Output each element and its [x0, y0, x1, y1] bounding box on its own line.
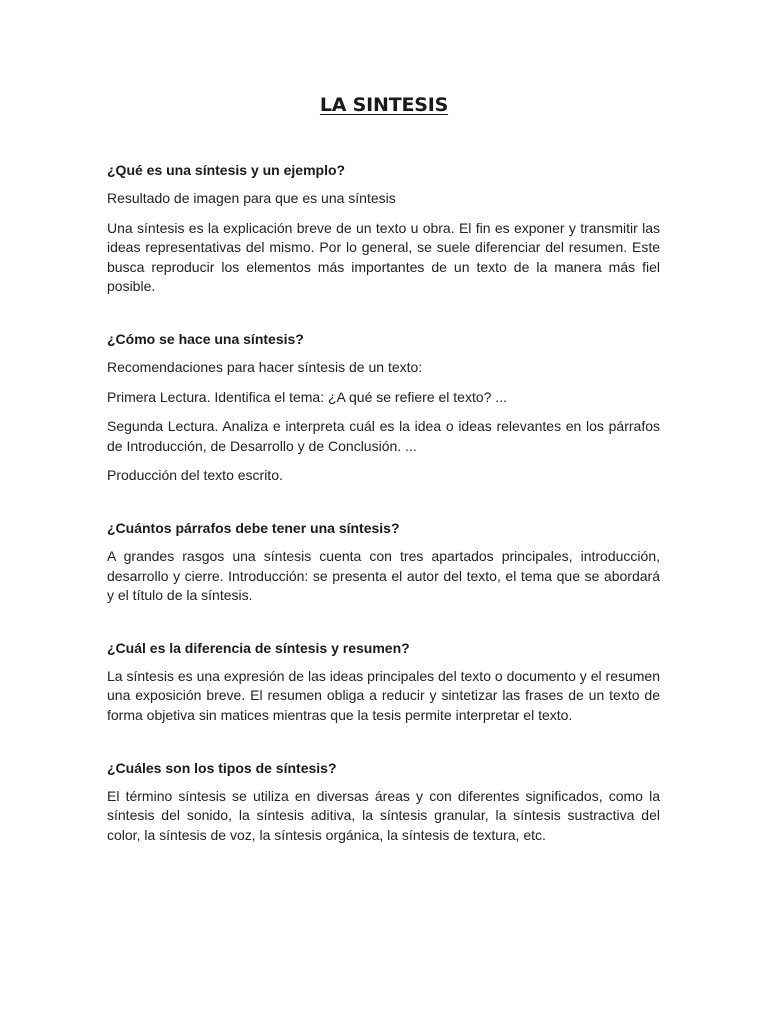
section-heading: ¿Cuál es la diferencia de síntesis y resumen?: [107, 639, 410, 656]
paragraph: Una síntesis es la explicación breve de un texto u obra. El fin es exponer y transmitir las ideas representativas del mismo. Por lo general, se suele diferenciar del resumen. Este busca reproducir los elementos más importantes de un texto de la manera más fiel posible.: [107, 219, 660, 295]
document-title: LA SINTESIS: [319, 94, 449, 116]
section-how-many-paragraphs: [107, 518, 660, 606]
section-heading: ¿Cuántos párrafos debe tener una síntesis?: [107, 519, 400, 536]
paragraph: Resultado de imagen para que es una síntesis: [107, 190, 396, 206]
paragraph: Producción del texto escrito.: [107, 467, 283, 484]
section-types-of-synthesis: [107, 758, 660, 846]
paragraph: Segunda Lectura. Analiza e interpreta cuál es la idea o ideas relevantes en los párrafos de Introducción, de Desarrollo y de Conclusión. ...: [107, 418, 660, 454]
paragraph: Primera Lectura. Identifica el tema: ¿A qué se refiere el texto? ...: [107, 388, 507, 405]
paragraph: La síntesis es una expresión de las ideas principales del texto o documento y el resumen una exposición breve. El resumen obliga a reducir y sintetizar las frases de un texto de forma objetiva sin matices mientras que la tesis permite interpretar el texto.: [107, 667, 660, 723]
paragraph: El término síntesis se utiliza en diversas áreas y con diferentes significados, como la síntesis del sonido, la síntesis aditiva, la síntesis granular, la síntesis sustractiva del color, la síntesis de voz, la síntesis orgánica, la síntesis de textura, etc.: [107, 787, 660, 843]
section-what-is-synthesis: [107, 160, 660, 297]
document-body: [107, 160, 660, 845]
section-heading: ¿Cómo se hace una síntesis?: [107, 330, 304, 347]
paragraph: Recomendaciones para hacer síntesis de un texto:: [107, 358, 423, 375]
section-how-to-synthesize: [107, 329, 660, 486]
paragraph: A grandes rasgos una síntesis cuenta con tres apartados principales, introducción, desarrollo y cierre. Introducción: se presenta el autor del texto, el tema que se abordará y el título de la síntesis.: [107, 547, 660, 604]
section-heading: ¿Cuáles son los tipos de síntesis?: [107, 759, 337, 776]
section-synthesis-vs-summary: [107, 638, 660, 726]
section-heading: ¿Qué es una síntesis y un ejemplo?: [107, 162, 346, 178]
